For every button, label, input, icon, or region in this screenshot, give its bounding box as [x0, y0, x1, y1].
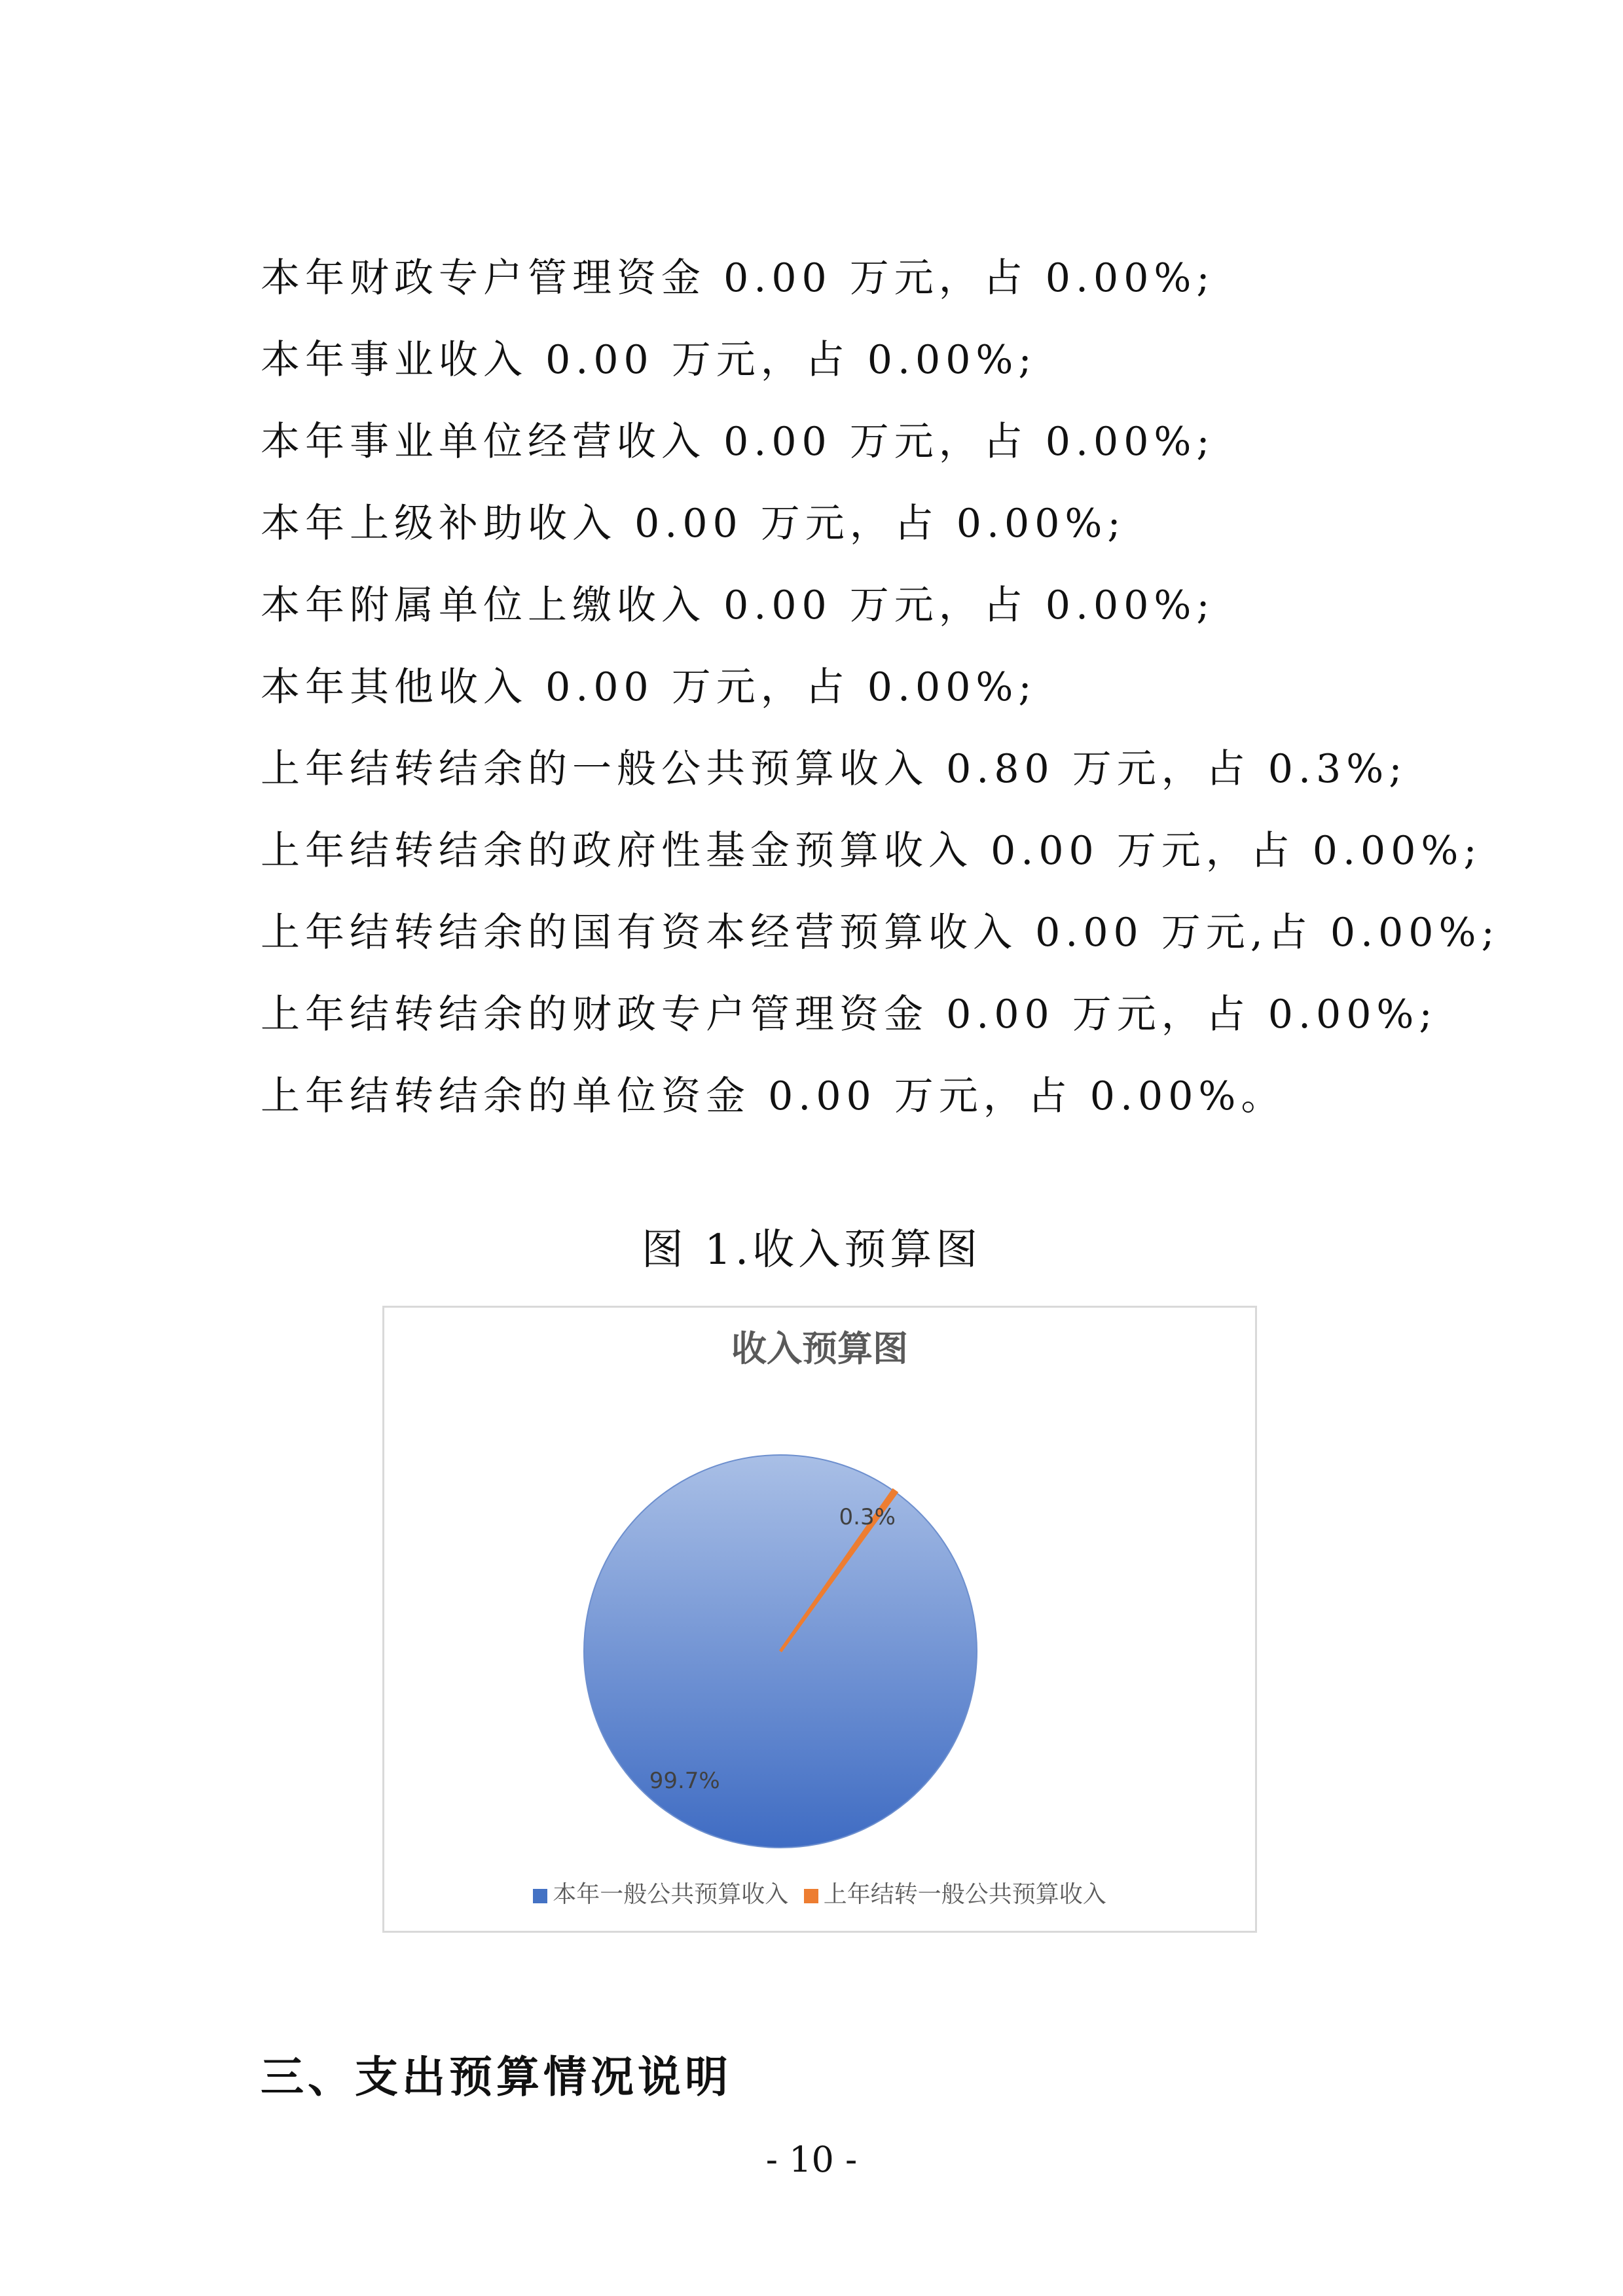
figure-caption: 图 1.收入预算图	[641, 1226, 982, 1274]
body-line: 本年财政专户管理资金 0.00 万元，占 0.00%;	[261, 255, 1215, 301]
legend-swatch-0	[533, 1889, 547, 1903]
body-line: 上年结转结余的政府性基金预算收入 0.00 万元，占 0.00%;	[261, 828, 1482, 874]
section-heading: 三、支出预算情况说明	[261, 2052, 732, 2102]
chart-title: 收入预算图	[731, 1328, 908, 1369]
legend-label: 本年一般公共预算收入	[553, 1881, 789, 1908]
body-line: 上年结转结余的国有资本经营预算收入 0.00 万元,占 0.00%;	[261, 910, 1500, 956]
chart-container	[382, 1306, 1257, 1933]
chart-legend	[384, 1876, 1255, 1909]
body-line: 本年附属单位上缴收入 0.00 万元，占 0.00%;	[261, 583, 1215, 628]
pie-slices	[584, 1455, 977, 1848]
page-number: - 10 -	[765, 2139, 858, 2180]
body-line: 本年其他收入 0.00 万元，占 0.00%;	[261, 664, 1037, 710]
body-line: 本年上级补助收入 0.00 万元，占 0.00%;	[261, 501, 1126, 547]
pie-chart	[384, 1308, 1255, 1931]
legend-swatch-1	[804, 1889, 818, 1903]
pie-data-label-0: 99.7%	[649, 1767, 720, 1794]
body-text	[261, 238, 1500, 1138]
body-line: 上年结转结余的财政专户管理资金 0.00 万元，占 0.00%;	[261, 992, 1438, 1037]
legend-item	[804, 1876, 1106, 1909]
body-line: 上年结转结余的一般公共预算收入 0.80 万元，占 0.3%;	[261, 746, 1408, 792]
body-line: 本年事业收入 0.00 万元，占 0.00%;	[261, 337, 1037, 383]
legend-label: 上年结转一般公共预算收入	[823, 1881, 1106, 1908]
legend-item	[533, 1876, 788, 1909]
pie-data-label-1: 0.3%	[839, 1504, 896, 1531]
body-line: 本年事业单位经营收入 0.00 万元，占 0.00%;	[261, 419, 1215, 465]
body-line: 上年结转结余的单位资金 0.00 万元，占 0.00%。	[261, 1073, 1286, 1119]
